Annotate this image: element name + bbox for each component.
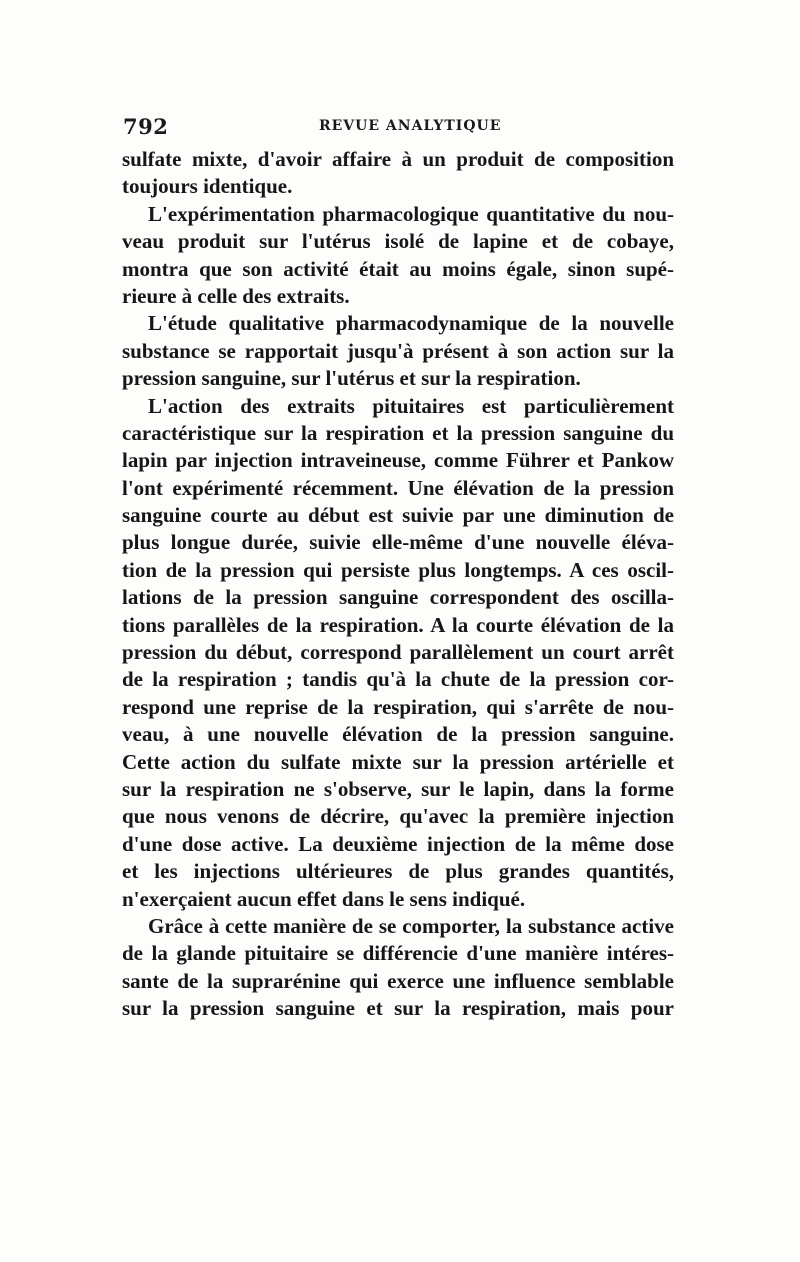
text-line: Grâce à cette manière de se comporter, la substance active [148, 913, 674, 938]
text-line: lapin par injection intraveineuse, comme Führer et Pankow [122, 448, 674, 473]
text-line: pression sanguine, sur l'utérus et sur la respiration. [122, 366, 581, 391]
text-line: veau produit sur l'utérus isolé de lapine et de cobaye, [122, 229, 674, 254]
text-line: et les injections ultérieures de plus grandes quantités, [122, 859, 674, 884]
text-line: sulfate mixte, d'avoir affaire à un produit de composition [122, 147, 674, 171]
text-line: plus longue durée, suivie elle-même d'une nouvelle éléva- [122, 530, 674, 555]
text-line: toujours identique. [122, 174, 293, 199]
page-number: 792 [123, 114, 169, 139]
text-line: n'exerçaient aucun effet dans le sens indiqué. [122, 886, 526, 911]
text-line: de la respiration ; tandis qu'à la chute de la pression cor- [122, 667, 674, 692]
text-line: que nous venons de décrire, qu'avec la première injection [122, 804, 674, 829]
text-line: pression du début, correspond parallèlement un court arrêt [122, 640, 674, 665]
text-line: caractéristique sur la respiration et la pression sanguine du [122, 420, 674, 445]
body-text [122, 146, 674, 1023]
text-line: sanguine courte au début est suivie par une diminution de [122, 503, 674, 528]
text-line: rieure à celle des extraits. [122, 283, 350, 308]
text-line: montra que son activité était au moins égale, sinon supé- [122, 256, 674, 281]
text-line: sur la pression sanguine et sur la respiration, mais pour [122, 996, 674, 1021]
text-line: d'une dose active. La deuxième injection de la même dose [122, 831, 674, 856]
text-line: lations de la pression sanguine correspondent des oscilla- [122, 585, 674, 610]
text-line: tions parallèles de la respiration. A la courte élévation de la [122, 612, 674, 637]
text-line: veau, à une nouvelle élévation de la pression sanguine. [122, 722, 674, 747]
text-line: de la glande pituitaire se différencie d'une manière intéres- [122, 941, 674, 966]
text-line: respond une reprise de la respiration, qui s'arrête de nou- [122, 694, 674, 719]
text-line: sur la respiration ne s'observe, sur le lapin, dans la forme [122, 776, 674, 801]
text-line: L'étude qualitative pharmacodynamique de la nouvelle [148, 311, 674, 336]
running-head: REVUE ANALYTIQUE [319, 118, 502, 134]
page-header [123, 114, 673, 140]
text-line: sante de la suprarénine qui exerce une influence semblable [122, 968, 674, 993]
text-line: l'ont expérimenté récemment. Une élévation de la pression [122, 475, 674, 500]
text-line: tion de la pression qui persiste plus longtemps. A ces oscil- [122, 557, 674, 582]
text-line: Cette action du sulfate mixte sur la pression artérielle et [122, 749, 674, 774]
text-line: substance se rapportait jusqu'à présent à son action sur la [122, 338, 674, 363]
text-line: L'action des extraits pituitaires est particulièrement [148, 393, 674, 418]
text-line: L'expérimentation pharmacologique quantitative du nou- [148, 201, 674, 226]
